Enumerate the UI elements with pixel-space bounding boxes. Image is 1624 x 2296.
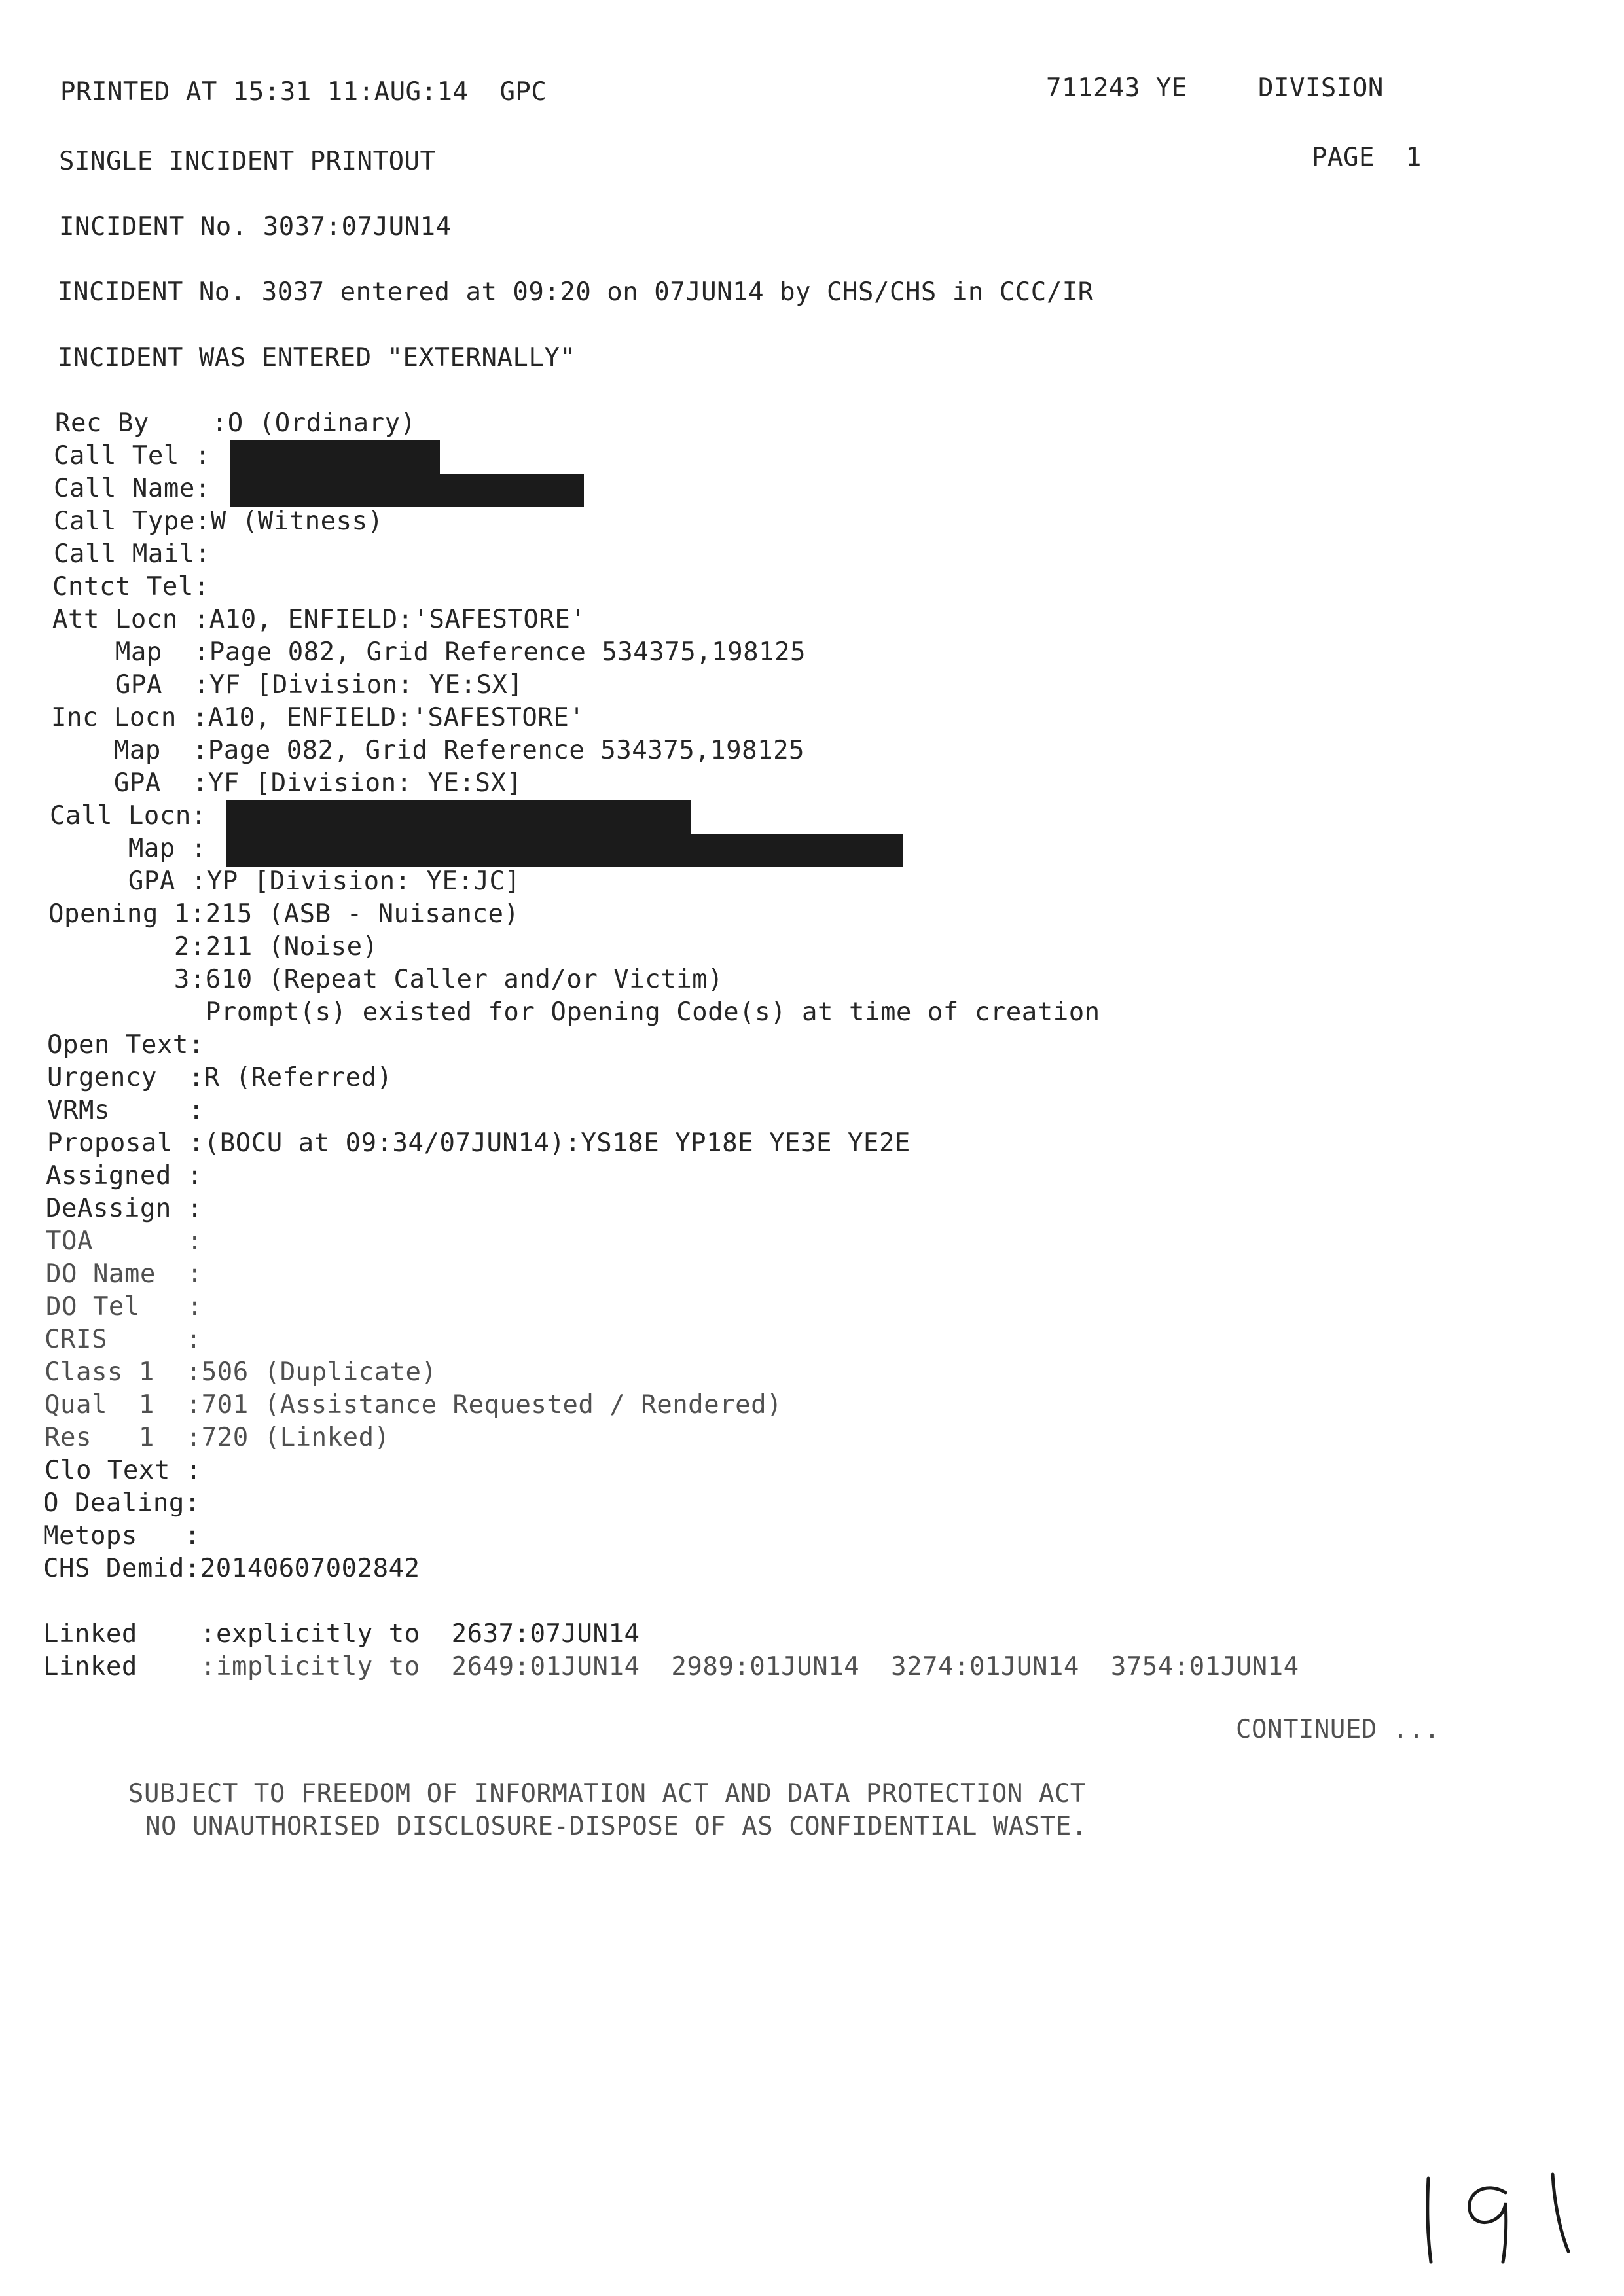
- reference-number: 711243 YE: [1046, 73, 1187, 103]
- printed-at: PRINTED AT 15:31 11:AUG:14 GPC: [60, 77, 547, 107]
- field-inc-map: Map :Page 082, Grid Reference 534375,198125: [51, 736, 805, 765]
- handwritten-page-number: [1407, 2166, 1591, 2271]
- field-call-type: Call Type:W (Witness): [54, 507, 384, 536]
- field-call-locn: Call Locn:: [50, 801, 207, 831]
- redaction-call-map: [226, 834, 903, 867]
- confidentiality-notice-1: SUBJECT TO FREEDOM OF INFORMATION ACT AND DATA PROTECTION ACT: [128, 1779, 1086, 1808]
- field-deassign: DeAssign :: [46, 1194, 203, 1223]
- field-rec-by: Rec By :O (Ordinary): [55, 408, 416, 438]
- field-att-gpa: GPA :YF [Division: YE:SX]: [52, 670, 524, 700]
- field-clo-text: Clo Text :: [45, 1456, 202, 1485]
- field-qual-1: Qual 1 :701 (Assistance Requested / Rendered): [45, 1390, 783, 1420]
- field-att-locn: Att Locn :A10, ENFIELD:'SAFESTORE': [52, 605, 586, 634]
- field-open-text: Open Text:: [47, 1030, 204, 1060]
- division-label: DIVISION: [1258, 73, 1384, 103]
- redaction-call-tel: [230, 440, 440, 475]
- incident-number: INCIDENT No. 3037:07JUN14: [59, 212, 452, 242]
- field-opening-1: Opening 1:215 (ASB - Nuisance): [48, 899, 520, 929]
- field-chs-demid: CHS Demid:20140607002842: [43, 1554, 420, 1583]
- confidentiality-notice-2: NO UNAUTHORISED DISCLOSURE-DISPOSE OF AS CONFIDENTIAL WASTE.: [145, 1812, 1087, 1841]
- field-vrms: VRMs :: [47, 1096, 204, 1125]
- field-opening-3: 3:610 (Repeat Caller and/or Victim): [48, 965, 724, 994]
- field-toa: TOA :: [46, 1227, 203, 1256]
- field-call-map: Map :: [50, 834, 207, 863]
- field-opening-2: 2:211 (Noise): [48, 932, 378, 961]
- field-inc-gpa: GPA :YF [Division: YE:SX]: [51, 768, 522, 798]
- field-call-name: Call Name:: [54, 474, 211, 503]
- field-urgency: Urgency :R (Referred): [47, 1063, 393, 1092]
- redaction-call-name: [230, 474, 584, 507]
- incident-external-line: INCIDENT WAS ENTERED "EXTERNALLY": [58, 343, 576, 372]
- redaction-call-locn: [226, 800, 691, 835]
- field-do-name: DO Name :: [46, 1259, 203, 1289]
- field-att-map: Map :Page 082, Grid Reference 534375,198125: [52, 637, 806, 667]
- field-prompt-note: Prompt(s) existed for Opening Code(s) at time of creation: [48, 997, 1100, 1027]
- field-cntct-tel: Cntct Tel:: [52, 572, 209, 601]
- field-call-gpa: GPA :YP [Division: YE:JC]: [50, 867, 521, 896]
- field-call-mail: Call Mail:: [54, 539, 211, 569]
- linked-implicit-label: Linked: [43, 1652, 137, 1681]
- incident-entered-line: INCIDENT No. 3037 entered at 09:20 on 07JUN14 by CHS/CHS in CCC/IR: [58, 278, 1094, 307]
- field-assigned: Assigned :: [46, 1161, 203, 1191]
- field-inc-locn: Inc Locn :A10, ENFIELD:'SAFESTORE': [51, 703, 585, 732]
- linked-explicit-label: Linked: [43, 1619, 137, 1649]
- field-res-1: Res 1 :720 (Linked): [45, 1423, 390, 1452]
- field-o-dealing: O Dealing:: [43, 1488, 200, 1518]
- field-proposal: Proposal :(BOCU at 09:34/07JUN14):YS18E YP18E YE3E YE2E: [47, 1128, 911, 1158]
- field-metops: Metops :: [43, 1521, 200, 1551]
- linked-explicit-value: :explicitly to 2637:07JUN14: [200, 1619, 640, 1649]
- page-indicator: PAGE 1: [1312, 143, 1422, 172]
- field-do-tel: DO Tel :: [46, 1292, 203, 1321]
- linked-implicit-value: :implicitly to 2649:01JUN14 2989:01JUN14 3274:01JUN14 3754:01JUN14: [200, 1652, 1299, 1681]
- continued-label: CONTINUED ...: [1236, 1715, 1440, 1744]
- field-cris: CRIS :: [45, 1325, 202, 1354]
- document-title: SINGLE INCIDENT PRINTOUT: [59, 147, 436, 176]
- field-class-1: Class 1 :506 (Duplicate): [45, 1357, 437, 1387]
- field-call-tel: Call Tel :: [54, 441, 211, 471]
